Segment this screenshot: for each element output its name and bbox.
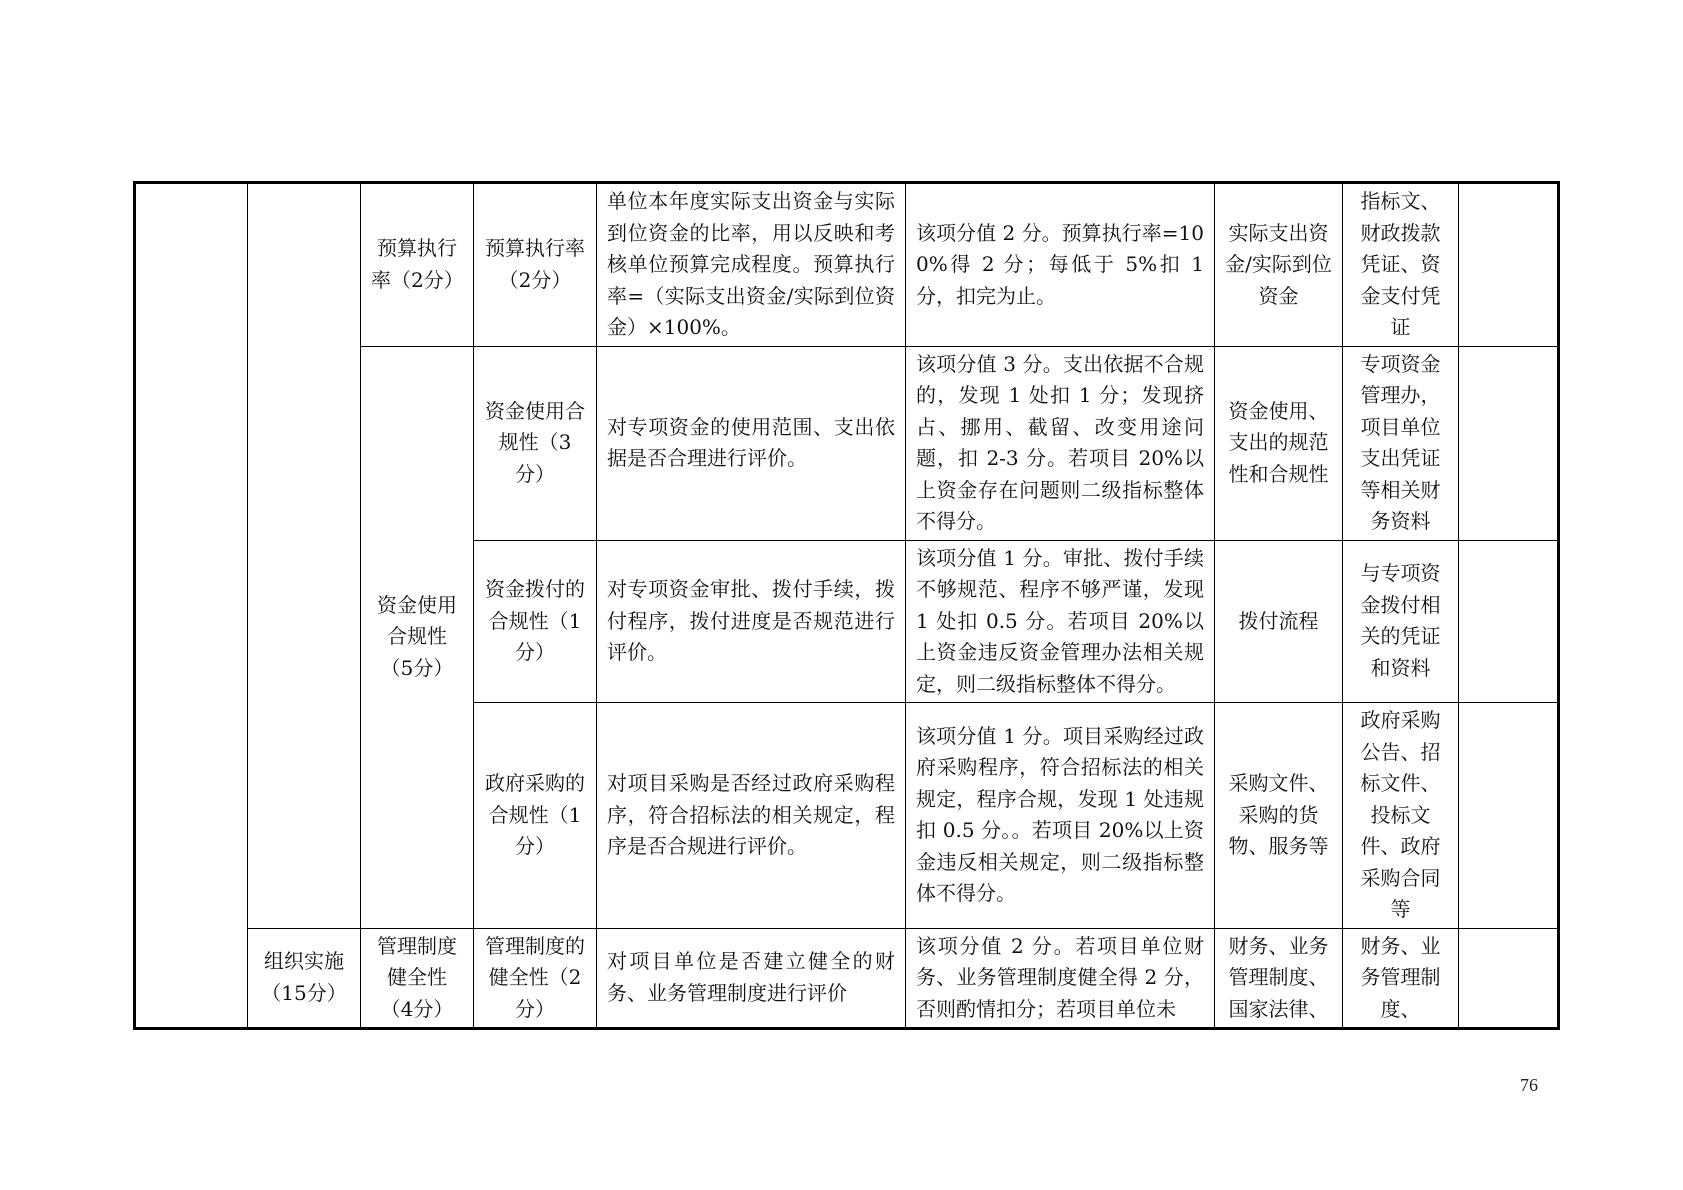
evaluation-basis-cell: 采购文件、采购的货物、服务等 bbox=[1215, 703, 1343, 929]
level4-indicator-cell: 资金使用合规性（3分） bbox=[474, 346, 597, 540]
data-source-cell: 与专项资金拨付相关的凭证和资料 bbox=[1343, 540, 1459, 703]
level4-indicator-cell: 政府采购的合规性（1分） bbox=[474, 703, 597, 929]
evaluation-basis-cell: 拨付流程 bbox=[1215, 540, 1343, 703]
scoring-standard-cell: 该项分值 1 分。审批、拨付手续不够规范、程序不够严谨，发现 1 处扣 0.5 分。若项目 20%以上资金违反资金管理办法相关规定，则二级指标整体不得分。 bbox=[906, 540, 1215, 703]
evaluation-indicator-table bbox=[133, 181, 1560, 1030]
scoring-standard-cell: 该项分值 2 分。预算执行率=100%得 2 分；每低于 5%扣 1 分，扣完为止。 bbox=[906, 183, 1215, 347]
score-cell bbox=[1459, 346, 1559, 540]
indicator-description-cell: 单位本年度实际支出资金与实际到位资金的比率，用以反映和考核单位预算完成程度。预算执行率=（实际支出资金/实际到位资金）×100%。 bbox=[597, 183, 906, 347]
level4-indicator-cell: 管理制度的健全性（2分） bbox=[474, 928, 597, 1029]
level4-indicator-cell: 预算执行率（2分） bbox=[474, 183, 597, 347]
page-number: 76 bbox=[1520, 1075, 1538, 1095]
indicator-description-cell: 对项目单位是否建立健全的财务、业务管理制度进行评价 bbox=[597, 928, 906, 1029]
level3-indicator-cell: 管理制度健全性（4分） bbox=[361, 928, 474, 1029]
scoring-standard-cell: 该项分值 1 分。项目采购经过政府采购程序，符合招标法的相关规定，程序合规，发现 1 处违规扣 0.5 分。。若项目 20%以上资金违反相关规定，则二级指标整体不得分。 bbox=[906, 703, 1215, 929]
level3-indicator-cell: 预算执行率（2分） bbox=[361, 183, 474, 347]
indicator-description-cell: 对项目采购是否经过政府采购程序，符合招标法的相关规定，程序是否合规进行评价。 bbox=[597, 703, 906, 929]
data-source-cell: 专项资金管理办，项目单位支出凭证等相关财务资料 bbox=[1343, 346, 1459, 540]
table-row-management-system bbox=[135, 928, 1559, 1029]
score-cell bbox=[1459, 183, 1559, 347]
level3-indicator-cell: 资金使用合规性（5分） bbox=[361, 346, 474, 928]
score-cell bbox=[1459, 928, 1559, 1029]
indicator-description-cell: 对专项资金审批、拨付手续，拨付程序，拨付进度是否规范进行评价。 bbox=[597, 540, 906, 703]
evaluation-basis-cell: 财务、业务管理制度、国家法律、 bbox=[1215, 928, 1343, 1029]
level4-indicator-cell: 资金拨付的合规性（1分） bbox=[474, 540, 597, 703]
evaluation-basis-cell: 实际支出资金/实际到位资金 bbox=[1215, 183, 1343, 347]
data-source-cell: 财务、业务管理制度、 bbox=[1343, 928, 1459, 1029]
data-source-cell: 政府采购公告、招标文件、投标文件、政府采购合同等 bbox=[1343, 703, 1459, 929]
indicator-description-cell: 对专项资金的使用范围、支出依据是否合理进行评价。 bbox=[597, 346, 906, 540]
score-cell bbox=[1459, 703, 1559, 929]
score-cell bbox=[1459, 540, 1559, 703]
level1-indicator-cell bbox=[135, 183, 248, 1029]
scoring-standard-cell: 该项分值 3 分。支出依据不合规的，发现 1 处扣 1 分；发现挤占、挪用、截留、改变用途问题，扣 2-3 分。若项目 20%以上资金存在问题则二级指标整体不得分。 bbox=[906, 346, 1215, 540]
evaluation-basis-cell: 资金使用、支出的规范性和合规性 bbox=[1215, 346, 1343, 540]
scoring-standard-cell: 该项分值 2 分。若项目单位财务、业务管理制度健全得 2 分，否则酌情扣分；若项目单位未 bbox=[906, 928, 1215, 1029]
level2-indicator-cell bbox=[248, 183, 361, 929]
level2-indicator-cell: 组织实施（15分） bbox=[248, 928, 361, 1029]
table-row-budget-execution bbox=[135, 183, 1559, 347]
data-source-cell: 指标文、财政拨款凭证、资金支付凭证 bbox=[1343, 183, 1459, 347]
